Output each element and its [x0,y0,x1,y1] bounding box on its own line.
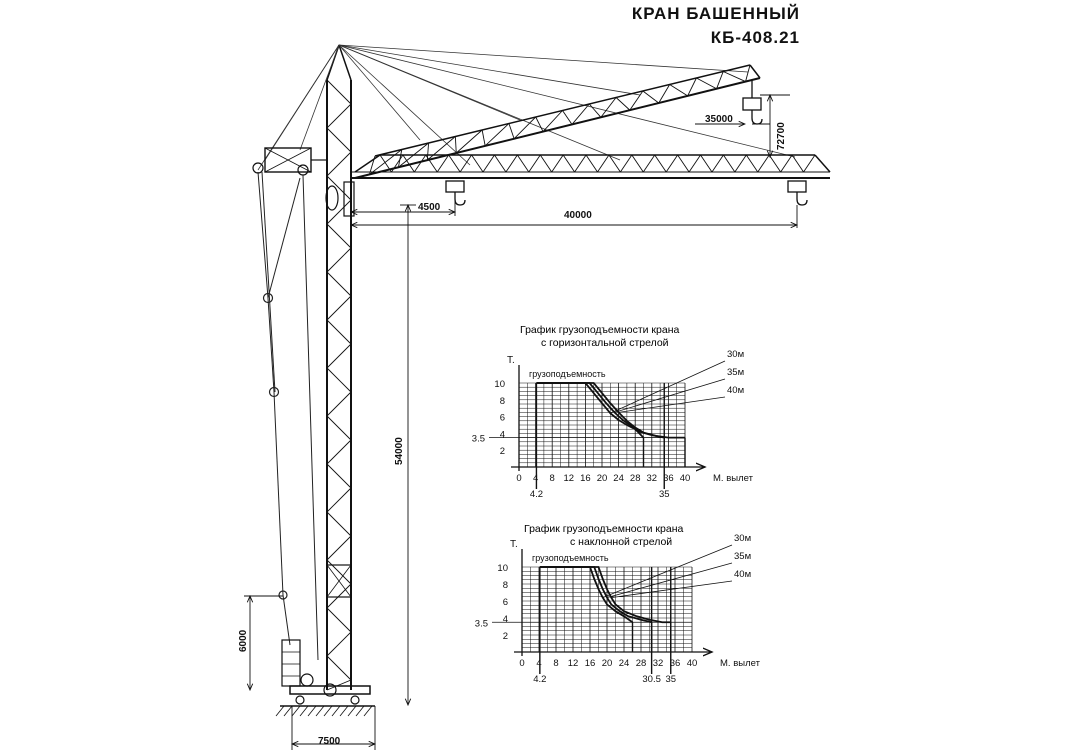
chart-1-xtick: 24 [613,473,624,484]
tower-mast [327,45,351,690]
chart-2-xmark: 4.2 [533,674,547,685]
chart-1-xtick: 0 [516,473,522,484]
load-chart-inclined-jib [475,523,761,685]
chart-2-xtick: 32 [652,658,664,669]
dim-7500: 7500 [318,736,341,747]
chart-1-xtick: 4 [532,473,539,484]
dim-54000: 54000 [394,437,405,465]
chart-2-xtick: 0 [519,658,525,669]
chart-2-xtick: 20 [601,658,613,669]
chart-1-xtick: 16 [580,473,591,484]
head-cables [258,45,795,170]
chart-2-xmark: 35 [665,674,677,685]
chart-2-xmark: 30.5 [642,674,661,685]
chart-2-series-label: 40м [734,569,752,580]
chart-1-series-label: 40м [727,385,745,396]
chart-2-xtick: 24 [618,658,630,669]
chart-2-ytick: 8 [502,580,508,591]
chart-1-ytick: 2 [499,446,505,458]
chart-2-xtick: 12 [567,658,579,669]
load-chart-horizontal-jib [472,324,754,500]
title-line-2: КБ-408.21 [710,28,800,47]
dim-6000: 6000 [238,629,249,652]
chart-1-xmark: 35 [658,489,670,500]
chart-1-xtick: 28 [629,473,641,484]
inclined-jib [355,65,760,178]
chart-2-ylabel-3-5: 3.5 [474,618,488,630]
chart-2-ytick: 4 [502,614,508,625]
chart-1-xlabel: М. вылет [713,473,753,484]
chart-2-title-line2: с наклонной стрелой [570,536,673,548]
horizontal-jib [351,155,830,178]
chart-1-ylabel-3-5: 3.5 [471,433,485,445]
chart-2-xtick: 16 [584,658,596,669]
dim-40000: 40000 [564,210,592,221]
hook-horizontal-near [446,181,465,205]
chart-1-xtick: 40 [679,473,691,484]
hook-inclined [743,80,762,124]
chart-1-xmark: 4.2 [529,489,544,500]
chart-2-ytick: 10 [497,563,508,574]
dim-72700: 72700 [776,122,787,150]
chart-1-ytick: 10 [494,379,505,390]
chart-1-ytick: 4 [499,429,505,441]
chart-2-xtick: 40 [686,658,698,669]
chart-1-xtick: 36 [663,473,674,484]
chart-1-ylabel: Т. [507,355,515,366]
chart-2-xtick: 4 [536,658,542,669]
hook-horizontal-far [788,181,807,205]
dim-4500: 4500 [418,202,441,213]
chart-2-title-line1: График грузоподъемности крана [524,523,684,535]
chart-2-xtick: 36 [669,658,681,669]
chart-2-xtick: 8 [553,658,559,669]
title-line-1: КРАН БАШЕННЫЙ [631,4,800,23]
chart-2-ytick: 6 [502,597,508,608]
chart-1-xtick: 8 [549,473,555,484]
chart-1-series-label: 30м [727,349,745,360]
chart-2-xtick: 28 [635,658,647,669]
chart-1-inner-label: грузоподъемность [529,369,606,379]
chart-2-ylabel: Т. [510,539,518,550]
chart-1-series-label: 35м [727,367,745,378]
dim-35000: 35000 [705,114,733,125]
chart-1-title-line2: с горизонтальной стрелой [541,337,669,349]
crane-base [276,640,375,716]
chart-1-xtick: 20 [596,473,608,484]
chart-2-xlabel: М. вылет [720,658,760,669]
chart-1-xtick: 12 [563,473,575,484]
chart-1-title-line1: График грузоподъемности крана [520,324,680,336]
chart-1-xtick: 32 [646,473,658,484]
chart-2-series-label: 35м [734,551,752,562]
counter-jib [253,148,327,175]
chart-1-ytick: 6 [499,412,505,424]
tie-rope [258,172,318,660]
chart-1-ytick: 8 [499,395,505,407]
chart-2-ytick: 2 [502,631,508,642]
chart-2-series-label: 30м [734,533,752,544]
chart-2-inner-label: грузоподъемность [532,553,609,563]
